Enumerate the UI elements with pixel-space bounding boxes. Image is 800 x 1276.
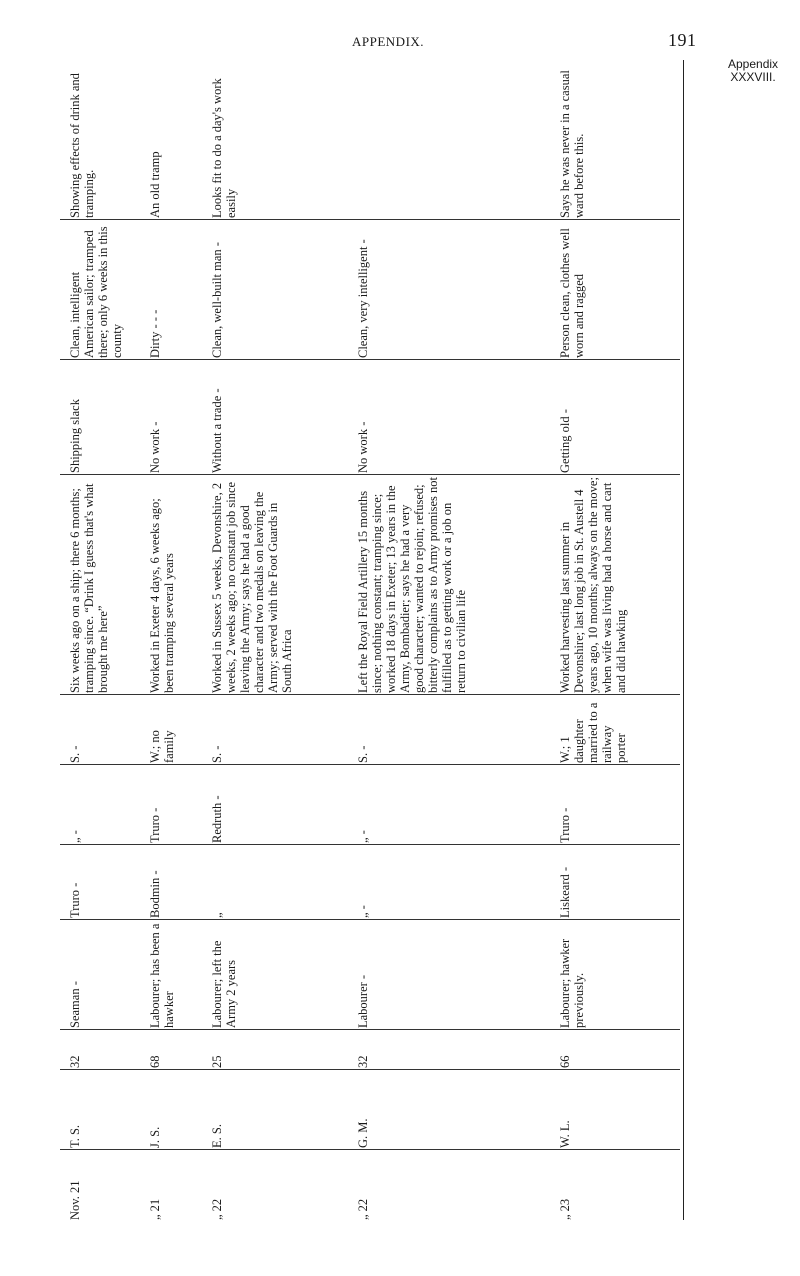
cell-occupation: Labourer; has been a hawker [148,923,176,1028]
cell-appearance: Clean, intelligent American sailor; tramped there; only 6 weeks in this county [68,226,124,358]
cell-occupation: Labourer - [356,974,370,1028]
casual-ward-table [60,60,680,1220]
cell-age: 68 [148,1055,162,1068]
cell-remarks: Looks fit to do a day's work easily [210,78,238,218]
side-note-line: XXXVIII. [730,70,776,84]
page-rule [683,60,684,1220]
cell-occupation: Seaman - [68,981,82,1028]
cell-remarks: Says he was never in a casual ward before this. [558,70,586,218]
side-note-line: Appendix [728,57,779,71]
cell-last-lodging: „ - [356,830,370,843]
cell-initials: E. S. [210,1124,224,1148]
cell-initials: G. M. [356,1118,370,1148]
cell-remarks: An old tramp [148,151,162,218]
cell-initials: J. S. [148,1126,162,1148]
cell-cause: Without a trade - [210,388,224,473]
cell-birthplace: Bodmin - [148,870,162,918]
cell-age: 32 [356,1055,370,1068]
side-note [728,58,778,84]
cell-initials: W. L. [558,1120,572,1148]
cell-birthplace: „ - [356,905,370,918]
running-title: APPENDIX. [352,34,425,49]
cell-date: „ 21 [148,1198,162,1220]
cell-last-lodging: Redruth - [210,795,224,843]
cell-last-lodging: Truro - [558,807,572,843]
page-number: 191 [668,30,697,50]
cell-birthplace: Truro - [68,882,82,918]
cell-history: Six weeks ago on a ship; there 6 months; tramping since. “Drink I guess that's what brought me here” [68,483,110,693]
cell-age: 32 [68,1055,82,1068]
cell-condition: W.; no family [148,730,176,763]
cell-history: Left the Royal Field Artillery 15 months since; nothing constant; tramping since; worked 18 days in Exeter; 13 years in the Army, Bombadier; says he had a very good character; wanted to rejoin; refused; bitterly complains as to Army promises not fulfilled as to getting work or a job on return to civilian life [356,477,468,693]
cell-occupation: Labourer; hawker previously. [558,938,586,1028]
table-row [356,60,556,1220]
cell-date: „ 22 [210,1198,224,1220]
cell-condition: W.; 1 daughter married to a railway porter [558,702,628,763]
cell-appearance: Clean, well-built man - [210,242,224,358]
cell-remarks [356,62,556,218]
cell-history: Worked in Sussex 5 weeks, Devonshire, 2 weeks, 2 weeks ago; no constant job since leaving the Army; says he had a good character and two medals on leaving the Army; served with the Foot Guards in South Africa [210,481,294,693]
table-row [558,60,674,1220]
cell-remarks: Showing effects of drink and tramping. [68,73,96,218]
cell-birthplace: Liskeard - [558,866,572,918]
cell-condition: S. - [356,745,370,763]
cell-date: „ 22 [356,1198,370,1220]
cell-birthplace: „ [210,912,224,918]
cell-date: „ 23 [558,1198,572,1220]
cell-last-lodging: Truro - [148,807,162,843]
cell-appearance: Person clean, clothes well worn and ragged [558,228,586,358]
cell-condition: S. - [210,745,224,763]
cell-initials: T. S. [68,1124,82,1148]
cell-date: Nov. 21 [68,1180,82,1220]
cell-condition: S. - [68,745,82,763]
cell-cause: No work - [356,421,370,473]
cell-appearance: Clean, very intelligent - [356,239,370,358]
cell-last-lodging: „ - [68,830,82,843]
cell-age: 25 [210,1055,224,1068]
table-row [68,60,146,1220]
table-row [210,60,354,1220]
table-row [148,60,208,1220]
cell-cause: No work - [148,421,162,473]
cell-occupation: Labourer; left the Army 2 years [210,940,238,1028]
cell-age: 66 [558,1055,572,1068]
cell-cause: Getting old - [558,409,572,473]
cell-appearance: Dirty - - - [148,309,162,358]
cell-cause: Shipping slack [68,399,82,473]
cell-history: Worked harvesting last summer in Devonshire; last long job in St. Austell 4 years ago, 10 months; always on the move; when wife was living had a horse and cart and did hawking [558,477,628,693]
cell-history: Worked in Exeter 4 days, 6 weeks ago; been tramping several years [148,498,176,693]
